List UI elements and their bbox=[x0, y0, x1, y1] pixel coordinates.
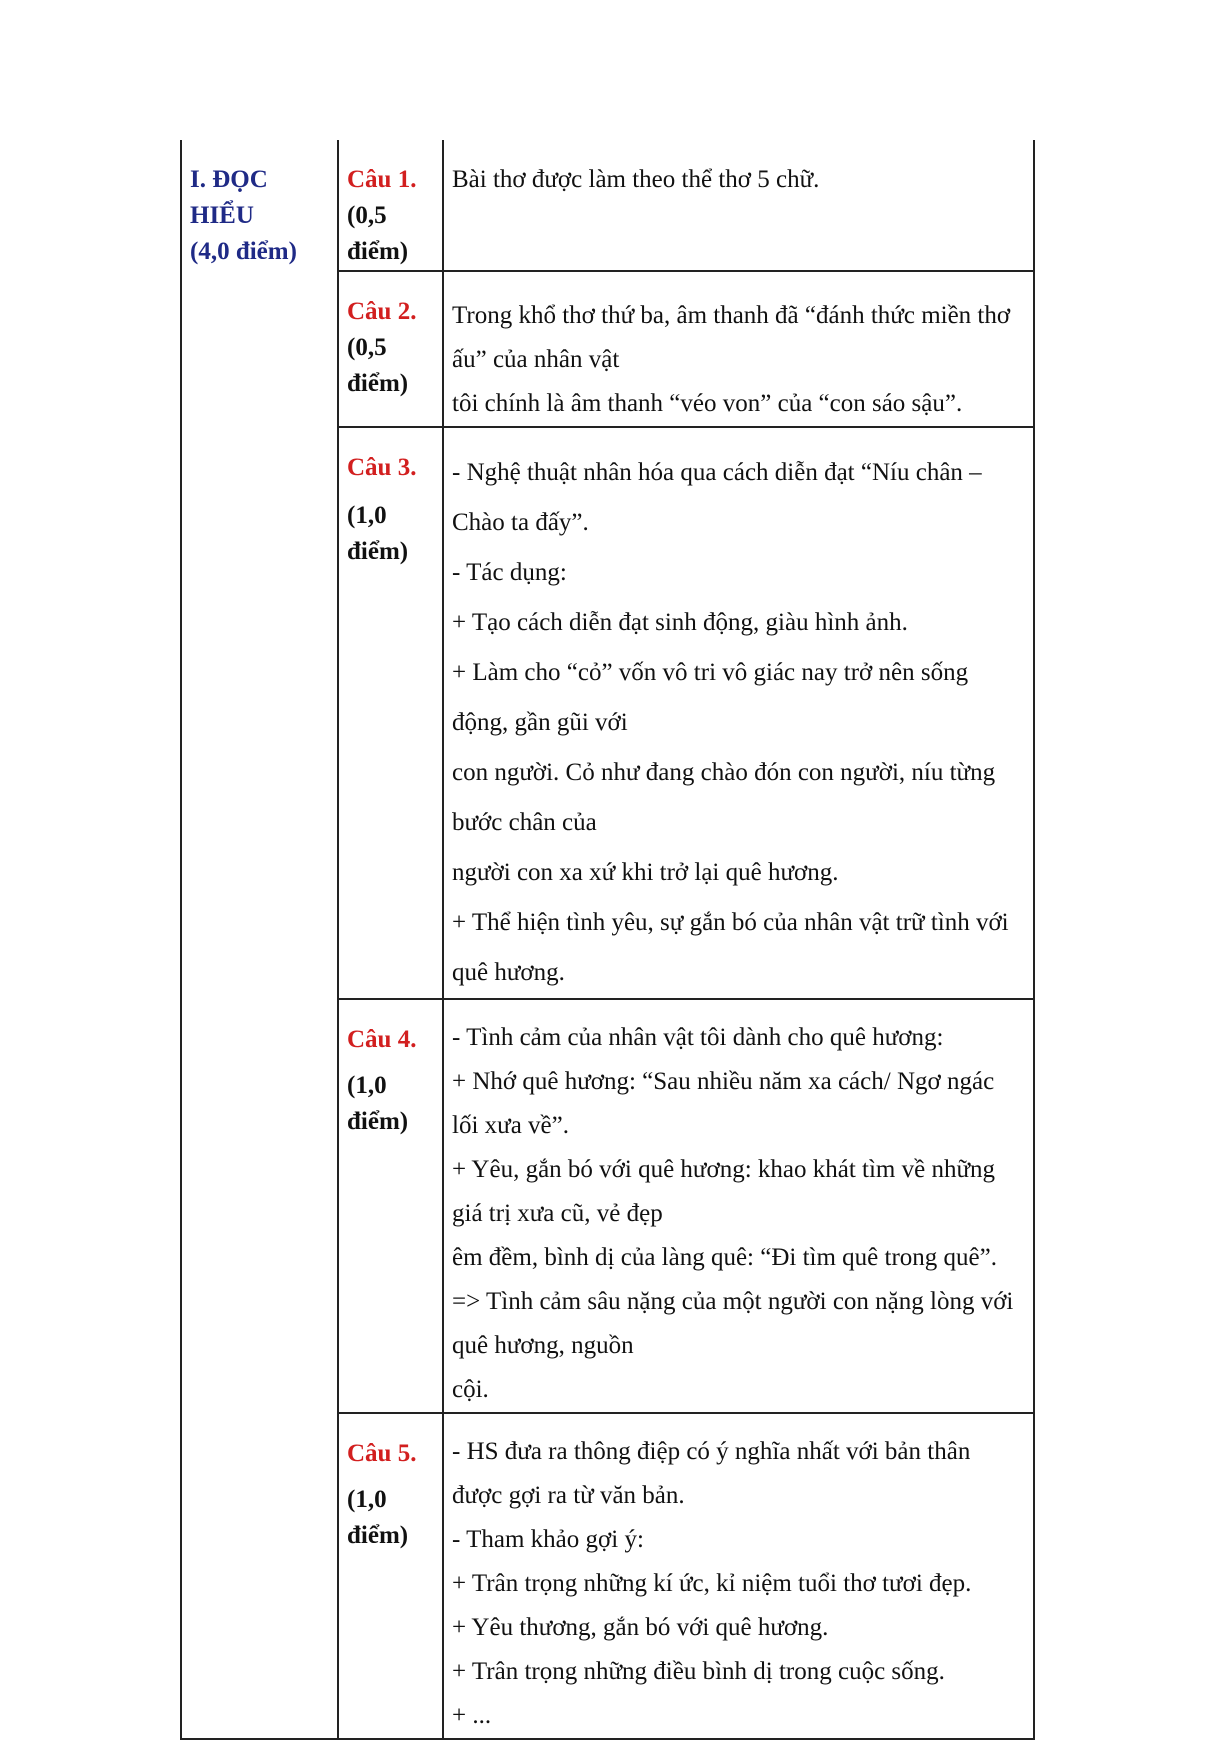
answer-cell-2 bbox=[443, 271, 1034, 427]
answer-cell-5 bbox=[443, 1413, 1034, 1739]
answer-line: Trong khổ thơ thứ ba, âm thanh đã “đánh thức miền thơ ấu” của nhân vật bbox=[452, 302, 1011, 373]
answer-cell-3 bbox=[443, 427, 1034, 999]
answer-line: Bài thơ được làm theo thể thơ 5 chữ. bbox=[452, 166, 820, 193]
answer-line: - Tình cảm của nhân vật tôi dành cho quê hương: bbox=[452, 1024, 944, 1051]
question-points: (1,0 điểm) bbox=[347, 502, 409, 565]
answer-line: cội. bbox=[452, 1376, 489, 1403]
answer-line: con người. Cỏ như đang chào đón con người, níu từng bước chân của bbox=[452, 759, 996, 836]
question-label: Câu 1. bbox=[347, 166, 417, 193]
question-cell-1 bbox=[338, 140, 443, 271]
question-points: (1,0 điểm) bbox=[347, 1486, 409, 1549]
section-title-points: (4,0 điểm) bbox=[190, 238, 297, 265]
answer-line: - HS đưa ra thông điệp có ý nghĩa nhất với bản thân được gợi ra từ văn bản. bbox=[452, 1438, 971, 1509]
section-title bbox=[182, 140, 337, 270]
answer-key-table bbox=[180, 140, 1035, 1740]
answer-cell-1 bbox=[443, 140, 1034, 271]
question-label: Câu 5. bbox=[347, 1440, 417, 1467]
answer-line: - Tác dụng: bbox=[452, 559, 567, 586]
answer-line: + Nhớ quê hương: “Sau nhiều năm xa cách/ Ngơ ngác lối xưa về”. bbox=[452, 1068, 995, 1139]
question-cell-4 bbox=[338, 999, 443, 1413]
answer-line: + Trân trọng những điều bình dị trong cuộc sống. bbox=[452, 1658, 945, 1685]
answer-line: + Tạo cách diễn đạt sinh động, giàu hình ảnh. bbox=[452, 609, 908, 636]
answer-line: êm đềm, bình dị của làng quê: “Đi tìm quê trong quê”. bbox=[452, 1244, 997, 1271]
section-title-name: I. ĐỌC HIỂU bbox=[190, 166, 268, 229]
question-row-1 bbox=[181, 140, 1034, 271]
question-label: Câu 3. bbox=[347, 454, 417, 481]
answer-line: - Tham khảo gợi ý: bbox=[452, 1526, 644, 1553]
answer-line: + Trân trọng những kí ức, kỉ niệm tuổi thơ tươi đẹp. bbox=[452, 1570, 972, 1597]
answer-line: tôi chính là âm thanh “véo von” của “con sáo sậu”. bbox=[452, 390, 963, 417]
answer-line: + ... bbox=[452, 1702, 492, 1729]
answer-line: => Tình cảm sâu nặng của một người con nặng lòng với quê hương, nguồn bbox=[452, 1288, 1014, 1359]
section-cell bbox=[181, 140, 338, 1739]
answer-line: + Thể hiện tình yêu, sự gắn bó của nhân vật trữ tình với quê hương. bbox=[452, 909, 1009, 986]
question-cell-5 bbox=[338, 1413, 443, 1739]
question-points: (1,0 điểm) bbox=[347, 1072, 409, 1135]
answer-line: + Yêu thương, gắn bó với quê hương. bbox=[452, 1614, 829, 1641]
answer-cell-4 bbox=[443, 999, 1034, 1413]
answer-line: + Làm cho “cỏ” vốn vô tri vô giác nay trở nên sống động, gần gũi với bbox=[452, 659, 969, 736]
question-points: (0,5 điểm) bbox=[347, 334, 409, 397]
question-label: Câu 4. bbox=[347, 1026, 417, 1053]
question-cell-2 bbox=[338, 271, 443, 427]
question-label: Câu 2. bbox=[347, 298, 417, 325]
answer-line: người con xa xứ khi trở lại quê hương. bbox=[452, 859, 839, 886]
question-points: (0,5 điểm) bbox=[347, 202, 409, 265]
question-cell-3 bbox=[338, 427, 443, 999]
answer-line: + Yêu, gắn bó với quê hương: khao khát tìm về những giá trị xưa cũ, vẻ đẹp bbox=[452, 1156, 996, 1227]
answer-line: - Nghệ thuật nhân hóa qua cách diễn đạt “Níu chân – Chào ta đấy”. bbox=[452, 459, 982, 536]
